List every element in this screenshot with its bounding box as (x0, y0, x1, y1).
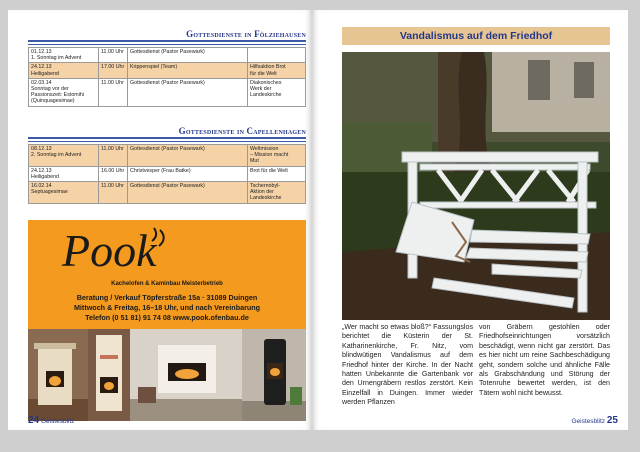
tiled-stove-photo (28, 329, 88, 421)
cell-text: 16.00 Uhr (101, 167, 125, 174)
cell-text: Sonntag vor der (31, 86, 69, 93)
table-row (29, 166, 306, 181)
service-cell (128, 48, 248, 63)
article-title: Vandalismus auf dem Friedhof (399, 30, 553, 42)
ad-hours: Mittwoch & Freitag, 16–18 Uhr, und nach Vereinbarung (73, 303, 261, 312)
section-header-capellenhagen (28, 125, 306, 141)
page-number: 25 (606, 415, 618, 426)
cell-text: Weltmission (250, 146, 279, 152)
cell-text: Christvesper (Frau Batke) (130, 167, 191, 174)
modern-fireplace-photo (130, 329, 242, 421)
time-cell (99, 166, 128, 181)
cell-text: 01.12.13 (31, 49, 52, 55)
time-cell (99, 63, 128, 78)
cell-text: 11.00 Uhr (101, 49, 124, 55)
article-column-1: „Wer macht so etwas bloß?“ Fassungslos berichtet die Küsterin der St. Katharinenkirche, Fr. Nitz, vom blindwütigen Vandalismus auf dem Friedhof hinter der Kirche. In der Nacht hatten Unbekannte die Gartenbank vor den Urnengräbern restlos zerstört. Kein Einzelfall in Duingen. Immer wieder werden Pflanzen (342, 323, 473, 407)
cell-text: 11.00 Uhr (101, 79, 124, 86)
cell-text: 11.00 Uhr (101, 183, 124, 190)
table-row (29, 63, 306, 78)
cell-text: Brot für die Welt (250, 167, 288, 174)
date-cell (29, 182, 99, 204)
header-rule-thin (28, 44, 306, 45)
cell-text: 16.02.14 (31, 183, 52, 190)
page-folio-left (28, 415, 75, 426)
cell-text: (Quinquagesimae) (31, 98, 75, 105)
pook-logo (58, 222, 178, 278)
collection-cell (248, 145, 306, 167)
column-stove-photo (88, 329, 130, 421)
cell-text: Landeskirche (250, 195, 282, 202)
header-rule (28, 137, 306, 139)
collection-cell (248, 63, 306, 78)
cell-text: 11.00 Uhr (101, 146, 124, 152)
section-header-foelziehausen (28, 28, 306, 44)
article-title-bar (342, 27, 610, 45)
schedule-table-foelziehausen (28, 47, 306, 107)
pook-advertisement (28, 220, 306, 421)
collection-cell (248, 166, 306, 181)
page-folio-right (571, 415, 618, 426)
left-page (8, 10, 312, 430)
cell-text: 24.12.13 (31, 64, 52, 71)
section-title: Gottesdienste in Fölziehausen (182, 29, 306, 39)
time-cell (99, 78, 128, 106)
ad-contact: Telefon (0 51 81) 91 74 08 www.pook.ofenbau.de (85, 313, 249, 322)
cell-text: Krippenspiel (Team) (130, 64, 178, 71)
cell-text: Aktion der (250, 189, 274, 196)
service-cell (128, 145, 248, 167)
table-row (29, 182, 306, 204)
cell-text: 24.12.13 (31, 167, 52, 174)
ad-subtitle: Kachelofen & Kaminbau Meisterbetrieb (111, 281, 223, 287)
table-row (29, 48, 306, 63)
time-cell (99, 48, 128, 63)
service-cell (128, 182, 248, 204)
cell-text: Septuagesimae (31, 189, 68, 196)
black-stove-photo (242, 329, 306, 421)
collection-cell (248, 78, 306, 106)
table-row (29, 145, 306, 167)
cell-text: – Mission macht (250, 152, 289, 159)
collection-cell (248, 48, 306, 63)
cell-text: 02.03.14 (31, 79, 52, 86)
time-cell (99, 145, 128, 167)
cell-text: Hilfsaktion Brot (250, 64, 286, 71)
cell-text: 08.12.13 (31, 146, 52, 152)
magazine-name: Geistesblitz (40, 418, 75, 425)
cell-text: 1. Sonntag im Advent (31, 55, 82, 62)
date-cell (29, 145, 99, 167)
cell-text: 17.00 Uhr (101, 64, 125, 71)
right-page (312, 10, 628, 430)
date-cell (29, 78, 99, 106)
service-cell (128, 63, 248, 78)
cell-text: für die Welt (250, 70, 277, 77)
service-cell (128, 78, 248, 106)
date-cell (29, 48, 99, 63)
cell-text: 2. Sonntag im Advent (31, 152, 82, 159)
cell-text: Heiligabend (31, 70, 59, 77)
time-cell (99, 182, 128, 204)
logo-lettering: Pook (62, 225, 157, 276)
ad-address: Beratung / Verkauf Töpferstraße 15a · 31089 Duingen (76, 293, 258, 302)
schedule-table-capellenhagen (28, 144, 306, 204)
cell-text: Landeskirche (250, 92, 282, 99)
header-rule (28, 40, 306, 42)
header-rule-thin (28, 141, 306, 142)
cell-text: Gottesdienst (Pastor Pasewark) (130, 183, 205, 190)
cell-text: Gottesdienst (Pastor Pasewark) (130, 146, 205, 152)
cell-text: Gottesdienst (Pastor Pasewark) (130, 49, 205, 55)
date-cell (29, 63, 99, 78)
section-title: Gottesdienste in Capellenhagen (175, 126, 306, 136)
magazine-name: Geistesblitz (571, 418, 606, 425)
cell-text: Passionszeit: Estomihi (31, 92, 84, 99)
article-column-2: von Gräbern gestohlen oder Friedhofseinrichtungen vorsätzlich beschädigt, wenn nicht gar zerstört. Das es hier nicht um reine Sachbeschädigung geht, sondern solche und ähnliche Fälle als Grabschändung und Störung der Totenruhe bewertet werden, ist den Tätern wohl nicht bewusst. (479, 323, 610, 397)
table-row (29, 78, 306, 106)
ad-photo-strip (28, 329, 306, 421)
cell-text: Werk der (250, 86, 272, 93)
cell-text: Gottesdienst (Pastor Pasewark) (130, 79, 205, 86)
service-cell (128, 166, 248, 181)
cell-text: Heiligabend (31, 173, 59, 180)
broken-bench-photo (342, 52, 610, 320)
page-number: 24 (28, 415, 40, 426)
cell-text: Tschernobyl- (250, 183, 281, 190)
cell-text: Diakonisches (250, 79, 282, 86)
cell-text: Mut (250, 158, 259, 165)
collection-cell (248, 182, 306, 204)
date-cell (29, 166, 99, 181)
